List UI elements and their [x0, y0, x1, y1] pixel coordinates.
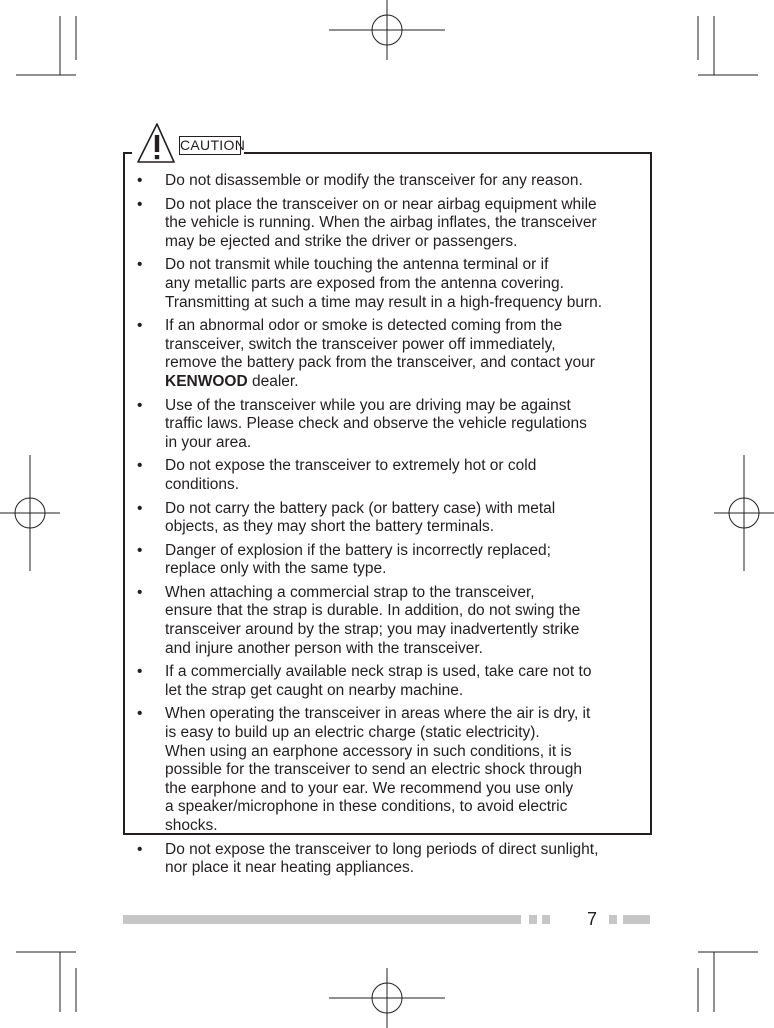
- item-line: replace only with the same type.: [165, 560, 387, 578]
- item-line: transceiver around by the strap; you may inadvertently strike: [165, 621, 580, 639]
- item-line: When attaching a commercial strap to the transceiver,: [165, 583, 535, 601]
- bullet-icon: •: [137, 705, 143, 723]
- item-line: Do not carry the battery pack (or battery case) with metal: [165, 499, 556, 517]
- item-line: If a commercially available neck strap is used, take care not to: [165, 663, 592, 681]
- bullet-icon: •: [137, 396, 143, 414]
- item-line: and injure another person with the transceiver.: [165, 639, 483, 657]
- item-line: remove the battery pack from the transceiver, and contact your: [165, 354, 595, 372]
- list-item: [134, 172, 639, 191]
- footer-bar-block: [542, 915, 550, 924]
- item-line: Transmitting at such a time may result in a high-frequency burn.: [165, 293, 603, 311]
- item-line: transceiver, switch the transceiver power off immediately,: [165, 335, 556, 353]
- caution-header: [132, 120, 244, 164]
- list-item: [134, 841, 639, 878]
- footer-bar-block: [529, 915, 537, 924]
- list-item: [134, 196, 639, 252]
- registration-mark-icon: [714, 455, 774, 571]
- item-line: the vehicle is running. When the airbag inflates, the transceiver: [165, 214, 597, 232]
- item-line: possible for the transceiver to send an electric shock through: [165, 761, 583, 779]
- item-line: Do not disassemble or modify the transceiver for any reason.: [165, 172, 583, 189]
- item-line: Do not expose the transceiver to extremely hot or cold: [165, 457, 537, 475]
- registration-mark-icon: [329, 968, 445, 1028]
- item-line: traffic laws. Please check and observe the vehicle regulations: [165, 415, 587, 433]
- item-line: Danger of explosion if the battery is incorrectly replaced;: [165, 541, 551, 559]
- item-line: Do not transmit while touching the antenna terminal or if: [165, 256, 549, 274]
- item-line: [165, 373, 639, 392]
- item-line: in your area.: [165, 433, 252, 451]
- item-line: ensure that the strap is durable. In addition, do not swing the: [165, 602, 581, 620]
- brand-suffix: dealer.: [247, 372, 299, 390]
- bullet-icon: •: [137, 195, 143, 213]
- item-line: When using an earphone accessory in such conditions, it is: [165, 742, 572, 760]
- bullet-icon: •: [137, 172, 143, 189]
- list-item: [134, 457, 639, 494]
- item-line: the earphone and to your ear. We recommend you use only: [165, 779, 574, 797]
- item-line: nor place it near heating appliances.: [165, 859, 415, 877]
- item-line: Do not expose the transceiver to long periods of direct sunlight,: [165, 840, 599, 858]
- item-line: any metallic parts are exposed from the antenna covering.: [165, 274, 564, 292]
- item-line: objects, as they may short the battery terminals.: [165, 518, 495, 536]
- footer-bar-block: [609, 915, 617, 924]
- bullet-icon: •: [137, 541, 143, 559]
- page-number: 7: [586, 909, 597, 929]
- list-item: [134, 705, 639, 835]
- bullet-icon: •: [137, 457, 143, 475]
- item-line: Use of the transceiver while you are driving may be against: [165, 396, 571, 414]
- list-item: [134, 663, 639, 700]
- item-line: is easy to build up an electric charge (static electricity).: [165, 724, 540, 742]
- item-line: If an abnormal odor or smoke is detected coming from the: [165, 317, 563, 335]
- bullet-icon: •: [137, 583, 143, 601]
- item-line: a speaker/microphone in these conditions, to avoid electric: [165, 798, 568, 816]
- list-item: [134, 584, 639, 658]
- caution-list: [134, 172, 639, 883]
- list-item: [134, 500, 639, 537]
- item-line: Do not place the transceiver on or near airbag equipment while: [165, 195, 597, 213]
- registration-mark-icon: [0, 455, 60, 571]
- list-item: [134, 256, 639, 312]
- list-item: [134, 397, 639, 453]
- item-line: may be ejected and strike the driver or passengers.: [165, 232, 518, 250]
- footer-bar-long: [123, 915, 521, 924]
- registration-mark-icon: [329, 0, 445, 60]
- caution-label: CAUTION: [180, 137, 246, 153]
- brand-name: KENWOOD: [165, 372, 248, 390]
- bullet-icon: •: [137, 256, 143, 274]
- footer-bar-short: [623, 915, 650, 924]
- item-line: shocks.: [165, 817, 218, 834]
- bullet-icon: •: [137, 499, 143, 517]
- list-item: [134, 542, 639, 579]
- bullet-icon: •: [137, 663, 143, 681]
- list-item: [134, 317, 639, 391]
- item-line: conditions.: [165, 475, 240, 493]
- item-line: When operating the transceiver in areas where the air is dry, it: [165, 705, 591, 723]
- exclamation-triangle-icon: [136, 122, 176, 164]
- bullet-icon: •: [137, 840, 143, 858]
- bullet-icon: •: [137, 317, 143, 335]
- item-line: let the strap get caught on nearby machine.: [165, 681, 464, 699]
